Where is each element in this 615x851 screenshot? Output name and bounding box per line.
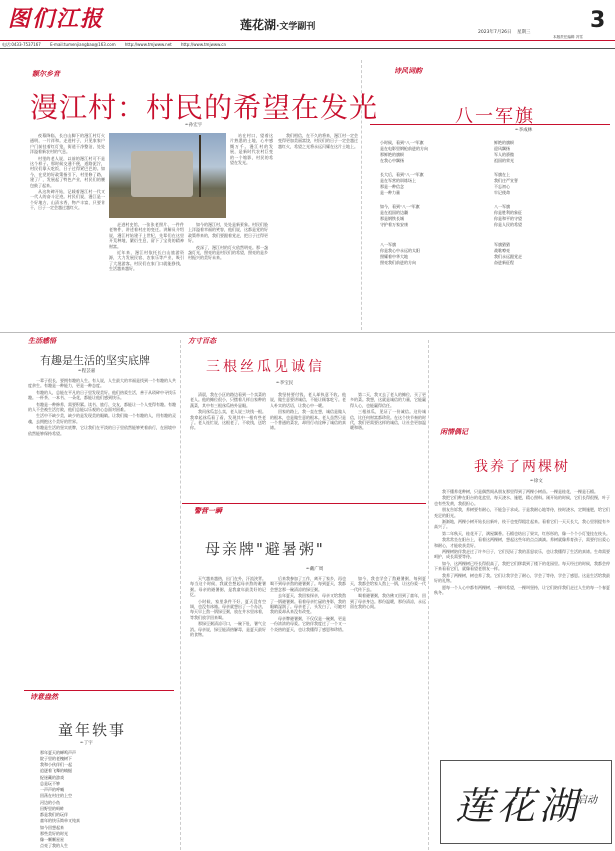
quill-icon: ✒ (515, 128, 519, 133)
header-date (478, 29, 530, 35)
poem-bayi-author: ✒李成林 (515, 128, 533, 133)
contact-website-1[interactable]: http://www.tmjwww.net (124, 42, 172, 47)
page-title (240, 14, 315, 33)
trees-article-title: 我养了两棵树 (474, 459, 570, 475)
quill-icon: ✒ (185, 123, 189, 128)
main-article-col-5: 我们相信，在不久的将来，漫江村一定会变得更加美丽富饶，村民们的日子一定会越过越红火，希望之光将永远闪耀在这片土地上。 (278, 133, 358, 149)
main-article-author: ✒孙宏宇 (185, 123, 203, 128)
monument-stone (131, 151, 193, 197)
lianhuahu-logo-box (440, 760, 612, 844)
childhood-poem-title: 童年轶事 (58, 721, 127, 739)
quill-icon: ✒ (276, 381, 280, 386)
page-number: 3 (590, 8, 606, 33)
weekday-text: 星期三 (516, 30, 531, 35)
masthead (0, 0, 615, 47)
quill-icon: ✒ (306, 567, 310, 572)
section-tag-childhood: 诗意盎然 (30, 693, 58, 701)
trees-article-body: 我不懂养花种树，只是偶然间从朋友那里得到了两棵小树苗。一棵是桂花，一棵是石榴。 我把它们种在阳台的花盆里，每天浇水、施肥，精心照料。刚开始的时候，它们长得很慢，叶子也有些发黄，我很担心。 朋友告诉我，养树要有耐心，不能急于求成。于是我耐心地等待，按时浇水，定期施肥，给它们充足的阳光。 渐渐地，两棵小树开始长出新叶，枝干也变得粗壮起来。看着它们一天天长大，我心里别提有多高兴了。 第二年秋天，桂花开了，满屋飘香。石榴也结出了果实，红彤彤的，像一个个小灯笼挂在枝头。 我常常坐在阳台上，看着这两棵树，想起这些年的点点滴滴。养树就像养育孩子，需要付出爱心和耐心，才能收获美好。 两棵树陪伴我走过了许多日子，它们见证了我的喜怒哀乐，也让我懂得了生活的真谛。生命需要呵护，成长需要等待。 如今，这两棵树已经长得很高了，我把它们移栽到了楼下的花园里。每天经过的时候，我都会停下来看看它们，就像看望老朋友一样。 我养了两棵树，树也养了我。它们让我学会了耐心，学会了等待，学会了感恩。这是生活给我最好的礼物。 愿每一个人心中都有两棵树，一棵叫希望，一棵叫坚持，让它们陪伴我们走过人生的每一个春夏秋冬。 (434, 489, 610, 595)
mother-article-author: ✒戴广周 (306, 567, 324, 572)
main-article-col-1: 夜幕降临，长白山脚下的漫江村灯火通明，一片祥和。走进村子，只见家家户户门前挂着红灯笼，街道干净整洁，处处洋溢着新农村的气息。 村里的老人说，以前的漫江村可不是这个样子。那时候交通不便，道路泥泞，村民们靠天吃饭，日子过得紧巴巴的。如今，在党的好政策指引下，村里修了路，建了厂，发展起了特色产业，村民们的腰包鼓了起来。 从这块碑开始，记载着漫江村一代又一代人的奋斗足迹。村民们说，漫江是一个好地方，山清水秀，物产丰富，只要肯干，日子一定会越过越红火。 (30, 133, 105, 211)
life-article-author: ✒程芸嘉 (78, 369, 96, 374)
poem-bayi-stanza-3: 如今，看到"八一"军旗 是在祖国的边疆 那是钢铁长城 守护着万家安康 (380, 204, 420, 227)
quill-icon: ✒ (78, 369, 82, 374)
contact-website-2[interactable]: http://www.tmjwww.cn (181, 42, 227, 47)
page-title-sub: ·文学副刊 (276, 22, 316, 32)
childhood-poem-stanza-2: 捉迷藏的游戏 总是玩不够 一声声的呼喊 回荡在村庄的上空 (40, 775, 72, 798)
section-tag-main: 额尔乡音 (32, 70, 60, 78)
childhood-poem-author: ✒丁宇 (80, 741, 93, 746)
poem-bayi-stanza-6: 军旗在上 我们庄严宣誓 不忘初心 牢记使命 (494, 172, 518, 195)
mother-article-title: 母亲牌"避暑粥" (205, 540, 325, 558)
section-tag-trees: 闲情偶记 (440, 428, 468, 436)
life-article-body: 一辈子很长，要拥有趣的人生。有人说，人生最大的幸福是找到一个有趣的人共度余生。有趣是一种能力，更是一种态度。 有趣的人，总能在平凡的日子里发现美好。他们热爱生活，善于从琐碎中寻找乐趣。一杯茶、一本书、一朵花，都能让他们感到快乐。 有趣是一种修养，需要积累。读书、旅行、交友，都能让一个人变得有趣。有趣的人不会被生活打败，他们总能以乐观的心态面对困难。 生活中不缺少美，缺少的是发现美的眼睛。让我们做一个有趣的人，用有趣的灵魂，去拥抱这个美好的世界。 有趣是生活的坚实底牌，它让我们在平淡的日子里依然能够笑着前行，在困境中依然能够保持希望。 (28, 378, 176, 436)
loofah-article-col-2: 我坚持要付钱，老人却执意不收。他说，做生意要讲诚信，不能让顾客吃亏。老人朴实的话语，让我心中一暖。 回家的路上，我一直在想，诚信是做人的根本，也是做生意的根本。老人虽然只是一个普通的菜农，却用行动诠释了诚信的真谛。 (270, 392, 346, 431)
quill-icon: ✒ (530, 479, 534, 484)
section-tag-mother: 警营一瞬 (194, 507, 222, 515)
contact-phone: 电话:0433-7537167 (2, 42, 41, 47)
lianhuahu-logo-text: 莲花湖 (455, 784, 582, 828)
loofah-article-title: 三根丝瓜见诚信 (206, 359, 325, 375)
page-title-main: 莲花湖 (240, 18, 277, 32)
main-article-col-4: 站在村口，望着这片熟悉的土地，心中感慨万千。漫江村的发展，是新时代农村巨变的一个缩影，村民的希望在发光。 (230, 133, 273, 166)
section-tag-poem: 诗风词韵 (394, 67, 422, 75)
main-article-col-2: 走进村史馆，一张张老照片、一件件老物件，讲述着村庄的变迁。讲解员介绍说，漫江村始建于上世纪，先辈们在这里开荒种地，繁衍生息，留下了宝贵的精神财富。 近年来，漫江村依托长白山旅游资源，大力发展民宿、农家乐等产业，吸引了大批游客。村民们在家门口就能挣钱，生活越来越好。 (109, 222, 184, 272)
childhood-poem-stanza-3: 河边的小鱼 田野里的蚂蚱 都是我们的玩伴 童年的快乐简单又纯真 (40, 800, 80, 823)
loofah-article-author: ✒李宝民 (276, 381, 294, 386)
quill-icon: ✒ (80, 741, 84, 746)
editor-line: 本版责任编辑 冯雪 (553, 35, 583, 39)
section-tag-life: 生活感悟 (28, 337, 56, 345)
trees-article-author: ✒徐文 (530, 479, 543, 484)
mother-article-col-2: 后来我参加了工作，离开了家乡，再也喝不到母亲熬的避暑粥了。每到夏天，我都会想念那一碗清凉的绿豆粥。 去年夏天，我回家探亲，母亲又给我熬了一锅避暑粥。看着母亲忙碌的身影，我的眼睛湿润了。母亲老了，头发白了，可她对我的爱却从来没有改变。 母亲牌避暑粥，不仅仅是一碗粥，更是一份浓浓的母爱。它陪伴我度过了一个又一个炎热的夏天，也让我懂得了感恩和珍惜。 (270, 576, 346, 632)
loofah-article-col-3: 第二天，我又去了老人的摊位，买了更多的菜。我想，这就是诚信的力量，它能赢得人心，也能赢得信任。 三根丝瓜，见证了一份诚信。这份诚信，比任何财富都珍贵。在这个快节奏的时代，我们更需要这样的诚信，让社会更加温暖和谐。 (350, 392, 426, 431)
bare-tree (199, 135, 201, 205)
lianhuahu-logo-sub: 启动 (577, 795, 597, 806)
contact-email[interactable]: E-mail:tumenjiangbao@163.com (50, 42, 116, 47)
poem-bayi-stanza-7: 八一军旗 你是胜利的象征 你是和平的守望 你是人民的希望 (494, 204, 522, 227)
loofah-article-col-1: 清晨，我在小区的路边看到一个卖菜的老人。他的摊位很小，只摆着几样自家种的蔬菜，其中有三根丝瓜格外显眼。 我问丝瓜怎么卖，老人说三块钱一根。我拿起丝瓜看了看，发现其中一根有些老了。老人连忙说，这根老了，不收钱，送给你。 (190, 392, 266, 431)
newspaper-logo: 图们江报 (8, 6, 105, 32)
poem-bayi-stanza-1: 小时候，看到"八一"军旗 是在电影里钢枪前进的方向 那鲜艳的旗帜 在我心中飘扬 (380, 140, 428, 163)
mother-article-col-1: 天气越来越热，出门在外，汗流浃背。每当这个时候，我就会想起母亲熬的避暑粥。母亲的避暑粥，是我童年最美好的记忆。 小时候，家里条件不好，夏天没有空调，也没有冰箱。母亲就想出了一个办法，每天早上熬一锅绿豆粥，放在井水里冰着，等我们放学回来喝。 那绿豆粥清凉可口，一碗下肚，暑气全消。母亲说，绿豆能清热解毒，是夏天最好的食物。 (190, 576, 266, 638)
poem-bayi-title: 八一军旗 (455, 106, 535, 127)
section-tag-loofah: 方寸百态 (188, 337, 216, 345)
date-text: 2023年7月26日 (478, 30, 512, 35)
mother-article-col-3: 如今，我也学会了熬避暑粥，每到夏天，我都会给家人熬上一锅，让这份爱一代一代传下去。 喝着避暑粥，我仿佛又回到了童年，回到了母亲身边。那份温暖，那份清凉，永远留在我的心间。 (350, 576, 426, 610)
life-article-title: 有趣是生活的坚实底牌 (40, 354, 150, 367)
poem-bayi-stanza-5: 鲜艳的旗帜 迎风飘扬 军人的骄傲 祖国的荣光 (494, 140, 514, 163)
poem-bayi-stanza-2: 长大后，看到"八一"军旗 是在军营的训练场上 那是一种信念 是一种力量 (380, 172, 424, 195)
main-article-photo (109, 133, 226, 218)
poem-bayi-stanza-4: 八一军旗 你是我心中永远的太阳 照耀着中华大地 照亮我们前进的方向 (380, 242, 420, 265)
main-article-title: 漫江村：村民的希望在发光 (30, 91, 379, 124)
childhood-poem-stanza-1: 那年夏天的蝉鸣声声 院子里的老槐树下 我和小伙伴们一起 追逐着飞舞的蜻蜓 (40, 750, 76, 773)
main-article-col-3: 如今的漫江村，处处是新景象。村民们脸上洋溢着幸福的笑容，他们说，这都是党的好政策带来的，我们要跟着党走，把日子过得更好。 夜深了，漫江村的灯火依然明亮。那一盏盏灯光，照亮的是村民们的希望，照亮的是乡村振兴的美好未来。 (188, 222, 268, 261)
childhood-poem-stanza-4: 如今回想起来 那些美好的时光 像一颗颗星星 点亮了我的人生 (40, 825, 68, 848)
poem-bayi-stanza-8: 军旗猎猎 战歌嘹亮 我们永远跟党走 奋进新征程 (494, 242, 522, 265)
